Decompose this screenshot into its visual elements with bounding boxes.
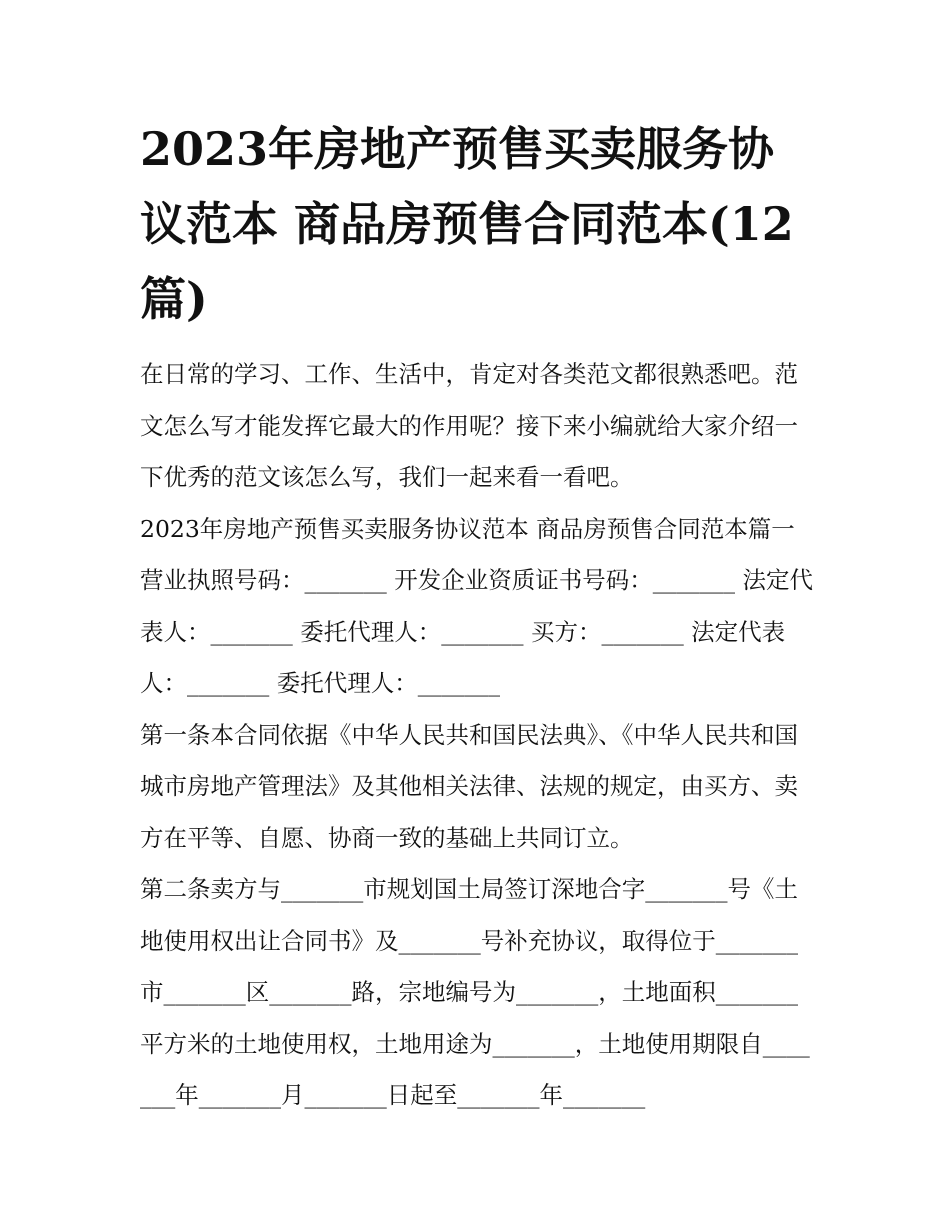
article-one-paragraph: 第一条本合同依据《中华人民共和国民法典》、《中华人民共和国城市房地产管理法》及其他相关法律、法规的规定，由买方、卖方在平等、自愿、协商一致的基础上共同订立。 [140,720,798,852]
contract-header-paragraph: 2023年房地产预售买卖服务协议范本 商品房预售合同范本篇一 营业执照号码：_______ 开发企业资质证书号码：_______ 法定代表人：_______ 委托代理人：_______ 买方：_______ 法定代表人：_______ 委托代理人：_______ [140,514,813,697]
document-title: 2023年房地产预售买卖服务协议范本 商品房预售合同范本(12篇) [140,122,794,326]
document-body [140,112,820,1122]
article-two-paragraph: 第二条卖方与_______市规划国土局签订深地合字_______号《土地使用权出让合同书》及_______号补充协议，取得位于_______市_______区_______路，宗地编号为_______，土地面积_______平方米的土地使用权，土地用途为_______，土地使用期限自_______年_______月_______日起至_______年_______ [140,875,810,1109]
intro-paragraph: 在日常的学习、工作、生活中，肯定对各类范文都很熟悉吧。范文怎么写才能发挥它最大的作用呢？接下来小编就给大家介绍一下优秀的范文该怎么写，我们一起来看一看吧。 [140,360,798,491]
